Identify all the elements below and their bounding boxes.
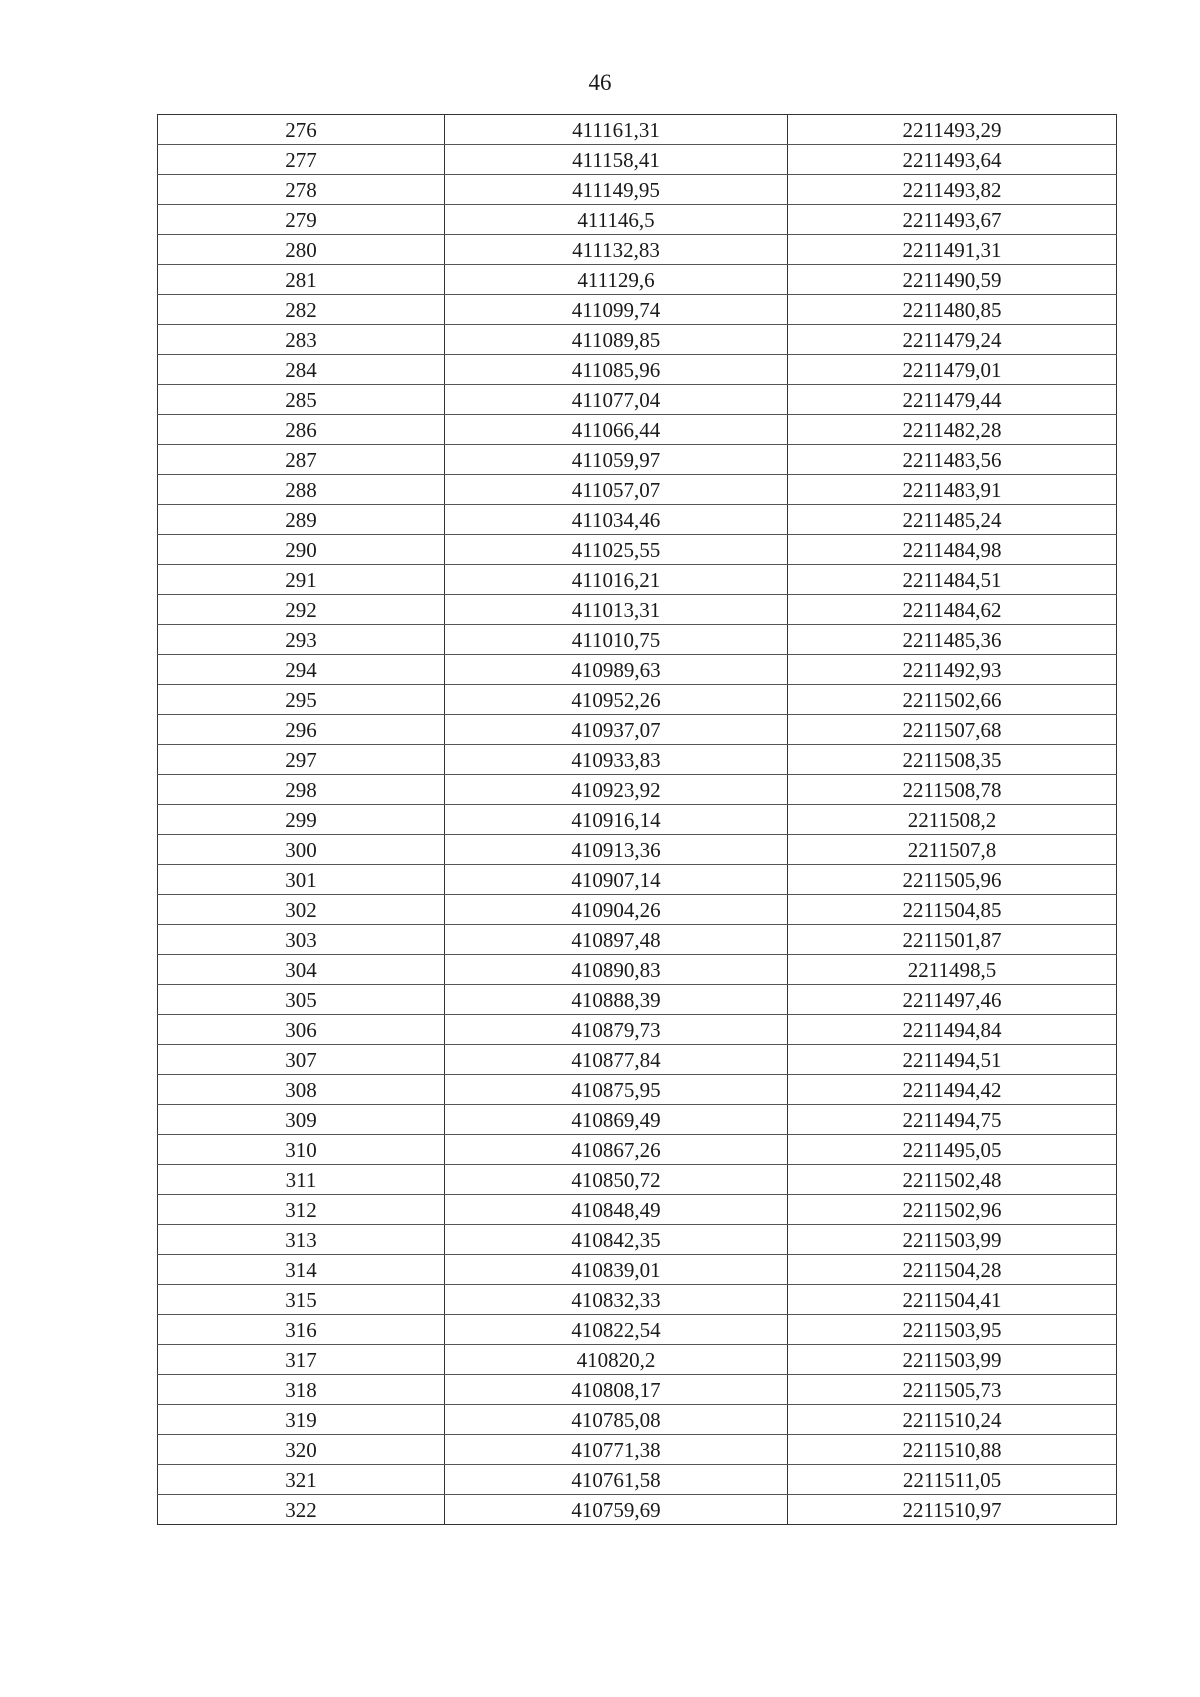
x-coordinate-cell: 410808,17 [445, 1375, 788, 1405]
table-row [158, 385, 1117, 415]
point-number-cell: 281 [158, 265, 445, 295]
table-row [158, 1045, 1117, 1075]
table-row [158, 445, 1117, 475]
x-coordinate-cell: 410867,26 [445, 1135, 788, 1165]
table-row [158, 745, 1117, 775]
x-coordinate-cell: 411010,75 [445, 625, 788, 655]
table-row [158, 925, 1117, 955]
point-number-cell: 314 [158, 1255, 445, 1285]
y-coordinate-cell: 2211485,24 [788, 505, 1117, 535]
table-row [158, 865, 1117, 895]
table-row [158, 1255, 1117, 1285]
table-row [158, 595, 1117, 625]
x-coordinate-cell: 410952,26 [445, 685, 788, 715]
y-coordinate-cell: 2211493,64 [788, 145, 1117, 175]
x-coordinate-cell: 410916,14 [445, 805, 788, 835]
table-row [158, 715, 1117, 745]
y-coordinate-cell: 2211485,36 [788, 625, 1117, 655]
table-row [158, 1135, 1117, 1165]
table-row [158, 295, 1117, 325]
x-coordinate-cell: 411059,97 [445, 445, 788, 475]
point-number-cell: 287 [158, 445, 445, 475]
x-coordinate-cell: 411132,83 [445, 235, 788, 265]
x-coordinate-cell: 410842,35 [445, 1225, 788, 1255]
x-coordinate-cell: 410933,83 [445, 745, 788, 775]
point-number-cell: 317 [158, 1345, 445, 1375]
y-coordinate-cell: 2211490,59 [788, 265, 1117, 295]
y-coordinate-cell: 2211483,91 [788, 475, 1117, 505]
point-number-cell: 292 [158, 595, 445, 625]
point-number-cell: 277 [158, 145, 445, 175]
table-row [158, 205, 1117, 235]
table-row [158, 955, 1117, 985]
table-row [158, 175, 1117, 205]
point-number-cell: 304 [158, 955, 445, 985]
point-number-cell: 312 [158, 1195, 445, 1225]
y-coordinate-cell: 2211511,05 [788, 1465, 1117, 1495]
point-number-cell: 308 [158, 1075, 445, 1105]
table-row [158, 235, 1117, 265]
page-number: 46 [588, 70, 612, 95]
point-number-cell: 302 [158, 895, 445, 925]
table-row [158, 1105, 1117, 1135]
point-number-cell: 278 [158, 175, 445, 205]
table-row [158, 1225, 1117, 1255]
x-coordinate-cell: 410913,36 [445, 835, 788, 865]
y-coordinate-cell: 2211501,87 [788, 925, 1117, 955]
point-number-cell: 291 [158, 565, 445, 595]
y-coordinate-cell: 2211482,28 [788, 415, 1117, 445]
table-row [158, 145, 1117, 175]
x-coordinate-cell: 411158,41 [445, 145, 788, 175]
x-coordinate-cell: 411057,07 [445, 475, 788, 505]
table-row [158, 1435, 1117, 1465]
table-row [158, 805, 1117, 835]
x-coordinate-cell: 410888,39 [445, 985, 788, 1015]
x-coordinate-cell: 410937,07 [445, 715, 788, 745]
y-coordinate-cell: 2211510,24 [788, 1405, 1117, 1435]
y-coordinate-cell: 2211484,98 [788, 535, 1117, 565]
y-coordinate-cell: 2211493,82 [788, 175, 1117, 205]
x-coordinate-cell: 410822,54 [445, 1315, 788, 1345]
coordinates-table [157, 114, 1117, 1525]
coordinates-table-body [158, 115, 1117, 1525]
y-coordinate-cell: 2211479,01 [788, 355, 1117, 385]
point-number-cell: 294 [158, 655, 445, 685]
x-coordinate-cell: 411089,85 [445, 325, 788, 355]
y-coordinate-cell: 2211507,8 [788, 835, 1117, 865]
x-coordinate-cell: 411013,31 [445, 595, 788, 625]
y-coordinate-cell: 2211491,31 [788, 235, 1117, 265]
y-coordinate-cell: 2211493,67 [788, 205, 1117, 235]
y-coordinate-cell: 2211480,85 [788, 295, 1117, 325]
y-coordinate-cell: 2211492,93 [788, 655, 1117, 685]
y-coordinate-cell: 2211510,97 [788, 1495, 1117, 1525]
x-coordinate-cell: 410989,63 [445, 655, 788, 685]
x-coordinate-cell: 410848,49 [445, 1195, 788, 1225]
x-coordinate-cell: 410877,84 [445, 1045, 788, 1075]
point-number-cell: 283 [158, 325, 445, 355]
x-coordinate-cell: 411129,6 [445, 265, 788, 295]
x-coordinate-cell: 411034,46 [445, 505, 788, 535]
point-number-cell: 318 [158, 1375, 445, 1405]
x-coordinate-cell: 411066,44 [445, 415, 788, 445]
y-coordinate-cell: 2211507,68 [788, 715, 1117, 745]
point-number-cell: 307 [158, 1045, 445, 1075]
point-number-cell: 295 [158, 685, 445, 715]
y-coordinate-cell: 2211494,75 [788, 1105, 1117, 1135]
y-coordinate-cell: 2211508,2 [788, 805, 1117, 835]
x-coordinate-cell: 410839,01 [445, 1255, 788, 1285]
table-row [158, 1195, 1117, 1225]
table-row [158, 475, 1117, 505]
x-coordinate-cell: 411161,31 [445, 115, 788, 145]
x-coordinate-cell: 410820,2 [445, 1345, 788, 1375]
y-coordinate-cell: 2211502,96 [788, 1195, 1117, 1225]
table-row [158, 1285, 1117, 1315]
point-number-cell: 309 [158, 1105, 445, 1135]
y-coordinate-cell: 2211510,88 [788, 1435, 1117, 1465]
y-coordinate-cell: 2211498,5 [788, 955, 1117, 985]
table-row [158, 655, 1117, 685]
x-coordinate-cell: 410869,49 [445, 1105, 788, 1135]
table-row [158, 1015, 1117, 1045]
x-coordinate-cell: 411077,04 [445, 385, 788, 415]
table-row [158, 1315, 1117, 1345]
point-number-cell: 310 [158, 1135, 445, 1165]
y-coordinate-cell: 2211493,29 [788, 115, 1117, 145]
point-number-cell: 322 [158, 1495, 445, 1525]
y-coordinate-cell: 2211502,66 [788, 685, 1117, 715]
y-coordinate-cell: 2211503,95 [788, 1315, 1117, 1345]
x-coordinate-cell: 410897,48 [445, 925, 788, 955]
y-coordinate-cell: 2211497,46 [788, 985, 1117, 1015]
table-row [158, 1375, 1117, 1405]
x-coordinate-cell: 410890,83 [445, 955, 788, 985]
point-number-cell: 300 [158, 835, 445, 865]
y-coordinate-cell: 2211479,24 [788, 325, 1117, 355]
y-coordinate-cell: 2211502,48 [788, 1165, 1117, 1195]
x-coordinate-cell: 411085,96 [445, 355, 788, 385]
y-coordinate-cell: 2211508,78 [788, 775, 1117, 805]
y-coordinate-cell: 2211503,99 [788, 1345, 1117, 1375]
point-number-cell: 288 [158, 475, 445, 505]
point-number-cell: 313 [158, 1225, 445, 1255]
table-row [158, 505, 1117, 535]
point-number-cell: 301 [158, 865, 445, 895]
y-coordinate-cell: 2211479,44 [788, 385, 1117, 415]
table-row [158, 1345, 1117, 1375]
x-coordinate-cell: 410850,72 [445, 1165, 788, 1195]
table-row [158, 325, 1117, 355]
y-coordinate-cell: 2211494,42 [788, 1075, 1117, 1105]
table-row [158, 535, 1117, 565]
table-row [158, 685, 1117, 715]
x-coordinate-cell: 410907,14 [445, 865, 788, 895]
x-coordinate-cell: 411149,95 [445, 175, 788, 205]
table-row [158, 415, 1117, 445]
point-number-cell: 303 [158, 925, 445, 955]
point-number-cell: 282 [158, 295, 445, 325]
y-coordinate-cell: 2211504,41 [788, 1285, 1117, 1315]
table-row [158, 625, 1117, 655]
y-coordinate-cell: 2211505,96 [788, 865, 1117, 895]
point-number-cell: 305 [158, 985, 445, 1015]
x-coordinate-cell: 410771,38 [445, 1435, 788, 1465]
y-coordinate-cell: 2211503,99 [788, 1225, 1117, 1255]
point-number-cell: 289 [158, 505, 445, 535]
table-row [158, 355, 1117, 385]
point-number-cell: 296 [158, 715, 445, 745]
point-number-cell: 276 [158, 115, 445, 145]
point-number-cell: 297 [158, 745, 445, 775]
x-coordinate-cell: 411016,21 [445, 565, 788, 595]
x-coordinate-cell: 411025,55 [445, 535, 788, 565]
table-row [158, 1465, 1117, 1495]
point-number-cell: 316 [158, 1315, 445, 1345]
table-row [158, 775, 1117, 805]
y-coordinate-cell: 2211508,35 [788, 745, 1117, 775]
y-coordinate-cell: 2211495,05 [788, 1135, 1117, 1165]
y-coordinate-cell: 2211504,28 [788, 1255, 1117, 1285]
x-coordinate-cell: 410904,26 [445, 895, 788, 925]
table-row [158, 265, 1117, 295]
y-coordinate-cell: 2211483,56 [788, 445, 1117, 475]
point-number-cell: 315 [158, 1285, 445, 1315]
table-row [158, 1495, 1117, 1525]
table-row [158, 835, 1117, 865]
point-number-cell: 311 [158, 1165, 445, 1195]
point-number-cell: 284 [158, 355, 445, 385]
y-coordinate-cell: 2211494,51 [788, 1045, 1117, 1075]
point-number-cell: 293 [158, 625, 445, 655]
x-coordinate-cell: 410875,95 [445, 1075, 788, 1105]
point-number-cell: 306 [158, 1015, 445, 1045]
point-number-cell: 320 [158, 1435, 445, 1465]
table-row [158, 565, 1117, 595]
y-coordinate-cell: 2211504,85 [788, 895, 1117, 925]
y-coordinate-cell: 2211484,51 [788, 565, 1117, 595]
point-number-cell: 319 [158, 1405, 445, 1435]
table-row [158, 1165, 1117, 1195]
point-number-cell: 279 [158, 205, 445, 235]
table-row [158, 985, 1117, 1015]
x-coordinate-cell: 410832,33 [445, 1285, 788, 1315]
x-coordinate-cell: 410761,58 [445, 1465, 788, 1495]
x-coordinate-cell: 410759,69 [445, 1495, 788, 1525]
y-coordinate-cell: 2211484,62 [788, 595, 1117, 625]
table-row [158, 1405, 1117, 1435]
table-row [158, 895, 1117, 925]
x-coordinate-cell: 410923,92 [445, 775, 788, 805]
x-coordinate-cell: 411099,74 [445, 295, 788, 325]
point-number-cell: 299 [158, 805, 445, 835]
y-coordinate-cell: 2211505,73 [788, 1375, 1117, 1405]
table-row [158, 1075, 1117, 1105]
x-coordinate-cell: 410879,73 [445, 1015, 788, 1045]
point-number-cell: 285 [158, 385, 445, 415]
x-coordinate-cell: 411146,5 [445, 205, 788, 235]
point-number-cell: 286 [158, 415, 445, 445]
point-number-cell: 298 [158, 775, 445, 805]
x-coordinate-cell: 410785,08 [445, 1405, 788, 1435]
point-number-cell: 280 [158, 235, 445, 265]
y-coordinate-cell: 2211494,84 [788, 1015, 1117, 1045]
point-number-cell: 290 [158, 535, 445, 565]
point-number-cell: 321 [158, 1465, 445, 1495]
table-row [158, 115, 1117, 145]
